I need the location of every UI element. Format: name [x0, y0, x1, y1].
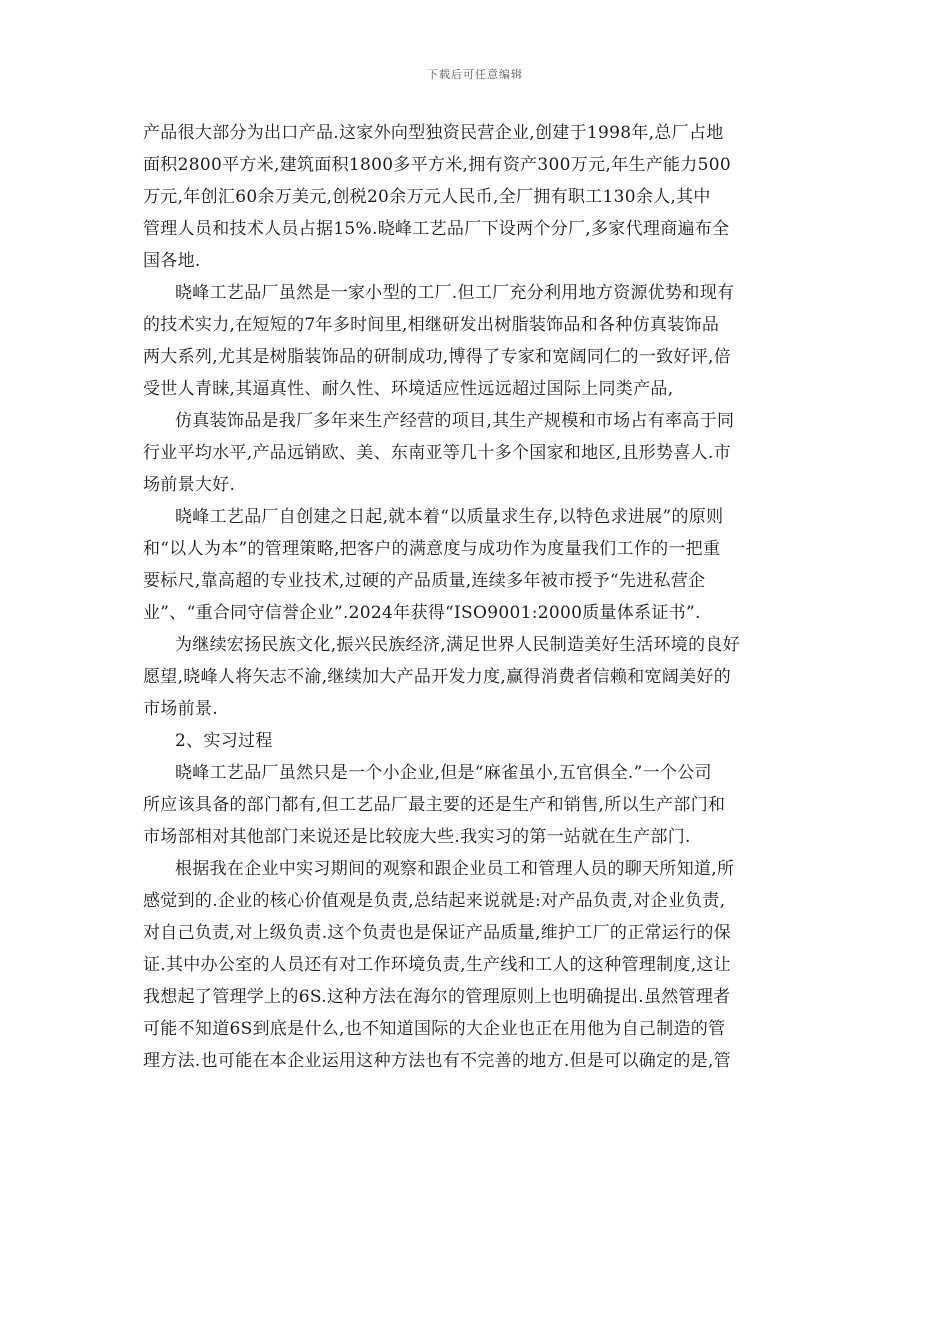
text-line: 受世人青睐,其逼真性、耐久性、环境适应性远远超过国际上同类产品,	[143, 379, 674, 399]
document-body	[143, 117, 810, 1077]
text-line: 证.其中办公室的人员还有对工作环境负责,生产线和工人的这种管理制度,这让	[143, 955, 732, 975]
text-line: 可能不知道6S到底是什么,也不知道国际的大企业也正在用他为自己制造的管	[143, 1019, 726, 1039]
text-line: 两大系列,尤其是树脂装饰品的研制成功,博得了专家和宽阔同仁的一致好评,倍	[143, 347, 732, 367]
text-line: 要标尺,靠高超的专业技术,过硬的产品质量,连续多年被市授予“先进私营企	[143, 571, 706, 591]
text-line: 市场前景.	[143, 699, 218, 719]
text-line: 产品很大部分为出口产品.这家外向型独资民营企业,创建于1998年,总厂占地	[143, 123, 724, 143]
text-line: 根据我在企业中实习期间的观察和跟企业员工和管理人员的聊天所知道,所	[175, 859, 735, 879]
text-line: 管理人员和技术人员占据15%.晓峰工艺品厂下设两个分厂,多家代理商遍布全	[143, 219, 730, 239]
text-line: 和“以人为本”的管理策略,把客户的满意度与成功作为度量我们工作的一把重	[143, 539, 721, 559]
text-line: 晓峰工艺品厂虽然只是一个小企业,但是“麻雀虽小,五官俱全.”一个公司	[175, 763, 712, 783]
text-line: 业”、“重合同守信誉企业”.2024年获得“ISO9001:2000质量体系证书”.	[143, 603, 701, 623]
text-line: 所应该具备的部门都有,但工艺品厂最主要的还是生产和销售,所以生产部门和	[143, 795, 726, 815]
text-line: 万元,年创汇60余万美元,创税20余万元人民币,全厂拥有职工130余人,其中	[143, 187, 711, 207]
text-line: 对自己负责,对上级负责.这个负责也是保证产品质量,维护工厂的正常运行的保	[143, 923, 732, 943]
text-line: 为继续宏扬民族文化,振兴民族经济,满足世界人民制造美好生活环境的良好	[175, 635, 741, 655]
text-line: 感觉到的.企业的核心价值观是负责,总结起来说就是:对产品负责,对企业负责,	[143, 891, 726, 911]
text-line: 2、实习过程	[175, 731, 273, 751]
text-line: 我想起了管理学上的6S.这种方法在海尔的管理原则上也明确提出.虽然管理者	[143, 987, 731, 1007]
text-line: 晓峰工艺品厂自创建之日起,就本着“以质量求生存,以特色求进展”的原则	[175, 507, 724, 527]
text-line: 场前景大好.	[143, 475, 236, 495]
text-line: 的技术实力,在短短的7年多时间里,相继研发出树脂装饰品和各种仿真装饰品	[143, 315, 720, 335]
text-line: 仿真装饰品是我厂多年来生产经营的项目,其生产规模和市场占有率高于同	[175, 411, 735, 431]
text-line: 面积2800平方米,建筑面积1800多平方米,拥有资产300万元,年生产能力500	[143, 155, 731, 175]
page-header: 下载后可任意编辑	[427, 68, 523, 81]
text-line: 晓峰工艺品厂虽然是一家小型的工厂.但工厂充分利用地方资源优势和现有	[175, 283, 735, 303]
text-line: 国各地.	[143, 251, 201, 271]
text-line: 市场部相对其他部门来说还是比较庞大些.我实习的第一站就在生产部门.	[143, 827, 691, 847]
text-line: 理方法.也可能在本企业运用这种方法也有不完善的地方.但是可以确定的是,管	[143, 1051, 732, 1071]
text-line: 愿望,晓峰人将矢志不渝,继续加大产品开发力度,赢得消费者信赖和宽阔美好的	[143, 667, 732, 687]
text-line: 行业平均水平,产品远销欧、美、东南亚等几十多个国家和地区,且形势喜人.市	[143, 443, 732, 463]
